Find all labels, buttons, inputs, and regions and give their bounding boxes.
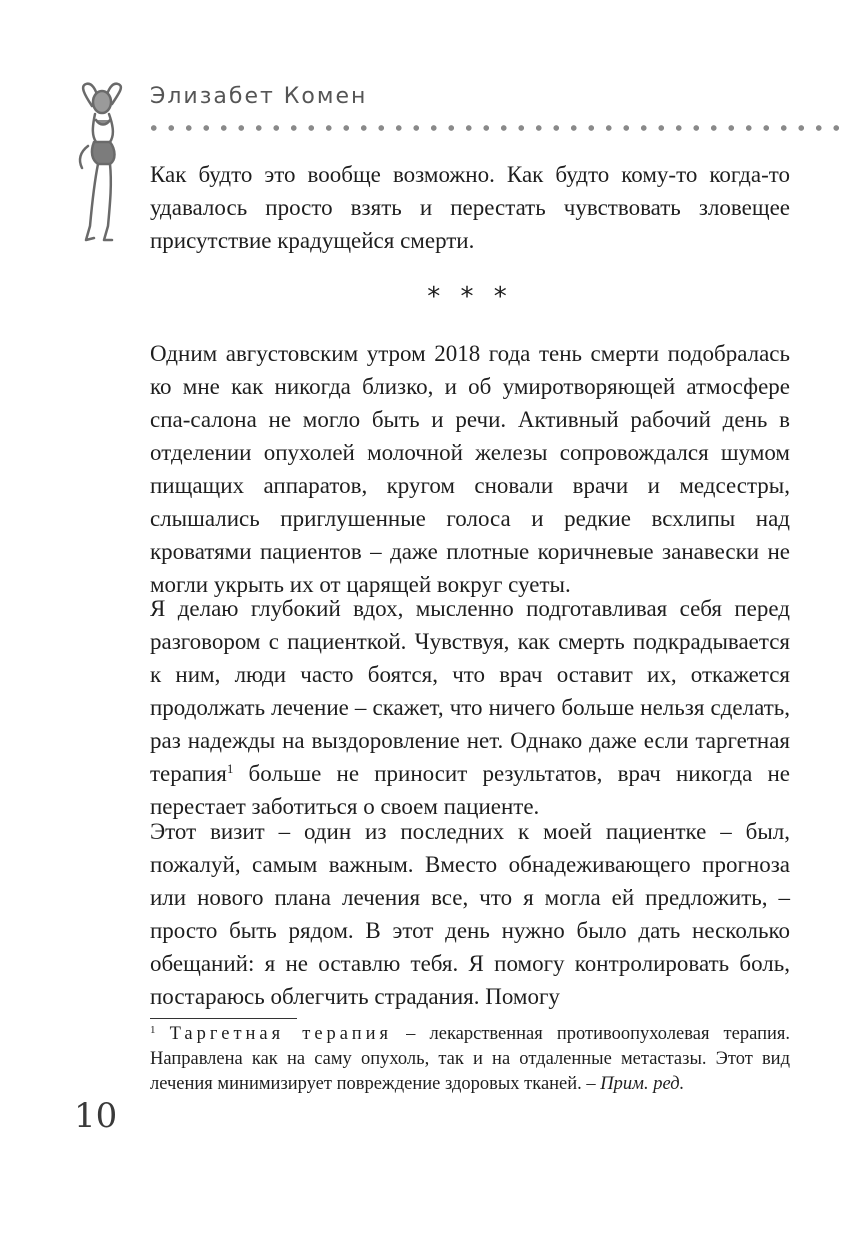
footnote bbox=[150, 1022, 790, 1097]
paragraph bbox=[150, 592, 790, 823]
paragraph bbox=[150, 815, 790, 1013]
footnote-reference[interactable]: 1 bbox=[226, 761, 234, 776]
paragraph-text: Этот визит – один из последних к моей пациентке – был, пожалуй, самым важным. Вместо обнадеживающего прогноза или нового плана лечения все, что я могла ей предложить, – просто быть рядом. В этот день нужно было дать несколько обещаний: я не оставлю тебя. Я помогу контролировать боль, постараюсь облегчить страдания. Помогу bbox=[150, 819, 790, 1009]
editor-note: Прим. ред. bbox=[600, 1074, 685, 1094]
footnote-rule bbox=[150, 1018, 297, 1019]
footnote-number: 1 bbox=[150, 1024, 156, 1036]
section-separator: * * * bbox=[427, 282, 513, 312]
paragraph-text: Как будто это вообще возможно. Как будто кому-то когда-то удавалось просто взять и перестать чувствовать зловещее присутствие крадущейся смерти. bbox=[150, 162, 790, 253]
running-header-author: Элизабет Комен bbox=[150, 84, 368, 109]
pinup-figure-icon bbox=[70, 80, 134, 248]
paragraph bbox=[150, 337, 790, 601]
footnote-text: – лекарственная противоопухолевая терапия. Направлена как на саму опухоль, так и на отдаленные метастазы. Этот вид лечения минимизирует повреждение здоровых тканей. – bbox=[150, 1024, 791, 1094]
dotted-divider bbox=[145, 124, 844, 132]
paragraph-text bbox=[150, 592, 790, 823]
paragraph-text: Одним августовским утром 2018 года тень смерти подобралась ко мне как никогда близко, и об умиротворяющей атмосфере спа-салона не могло быть и речи. Активный рабочий день в отделении опухолей молочной железы сопровождался шумом пищащих аппаратов, кругом сновали врачи и медсестры, слышались приглушенные голоса и редкие всхлипы над кроватями пациентов – даже плотные коричневые занавески не могли укрыть их от царящей вокруг суеты. bbox=[150, 341, 790, 597]
paragraph-text-part: больше не приносит результатов, врач никогда не перестает заботиться о своем пациенте. bbox=[150, 761, 790, 819]
paragraph-text-part: Я делаю глубокий вдох, мысленно подготавливая себя перед разговором с пациенткой. Чувствуя, как смерть подкрадывается к ним, люди часто боятся, что врач оставит их, откажется продолжать лечение – скажет, что ничего больше нельзя сделать, раз надежды на выздоровление нет. Однако даже если таргетная терапия bbox=[150, 596, 790, 786]
page-number: 10 bbox=[74, 1096, 118, 1136]
footnote-term: Таргетная терапия bbox=[169, 1024, 393, 1044]
paragraph bbox=[150, 158, 790, 257]
